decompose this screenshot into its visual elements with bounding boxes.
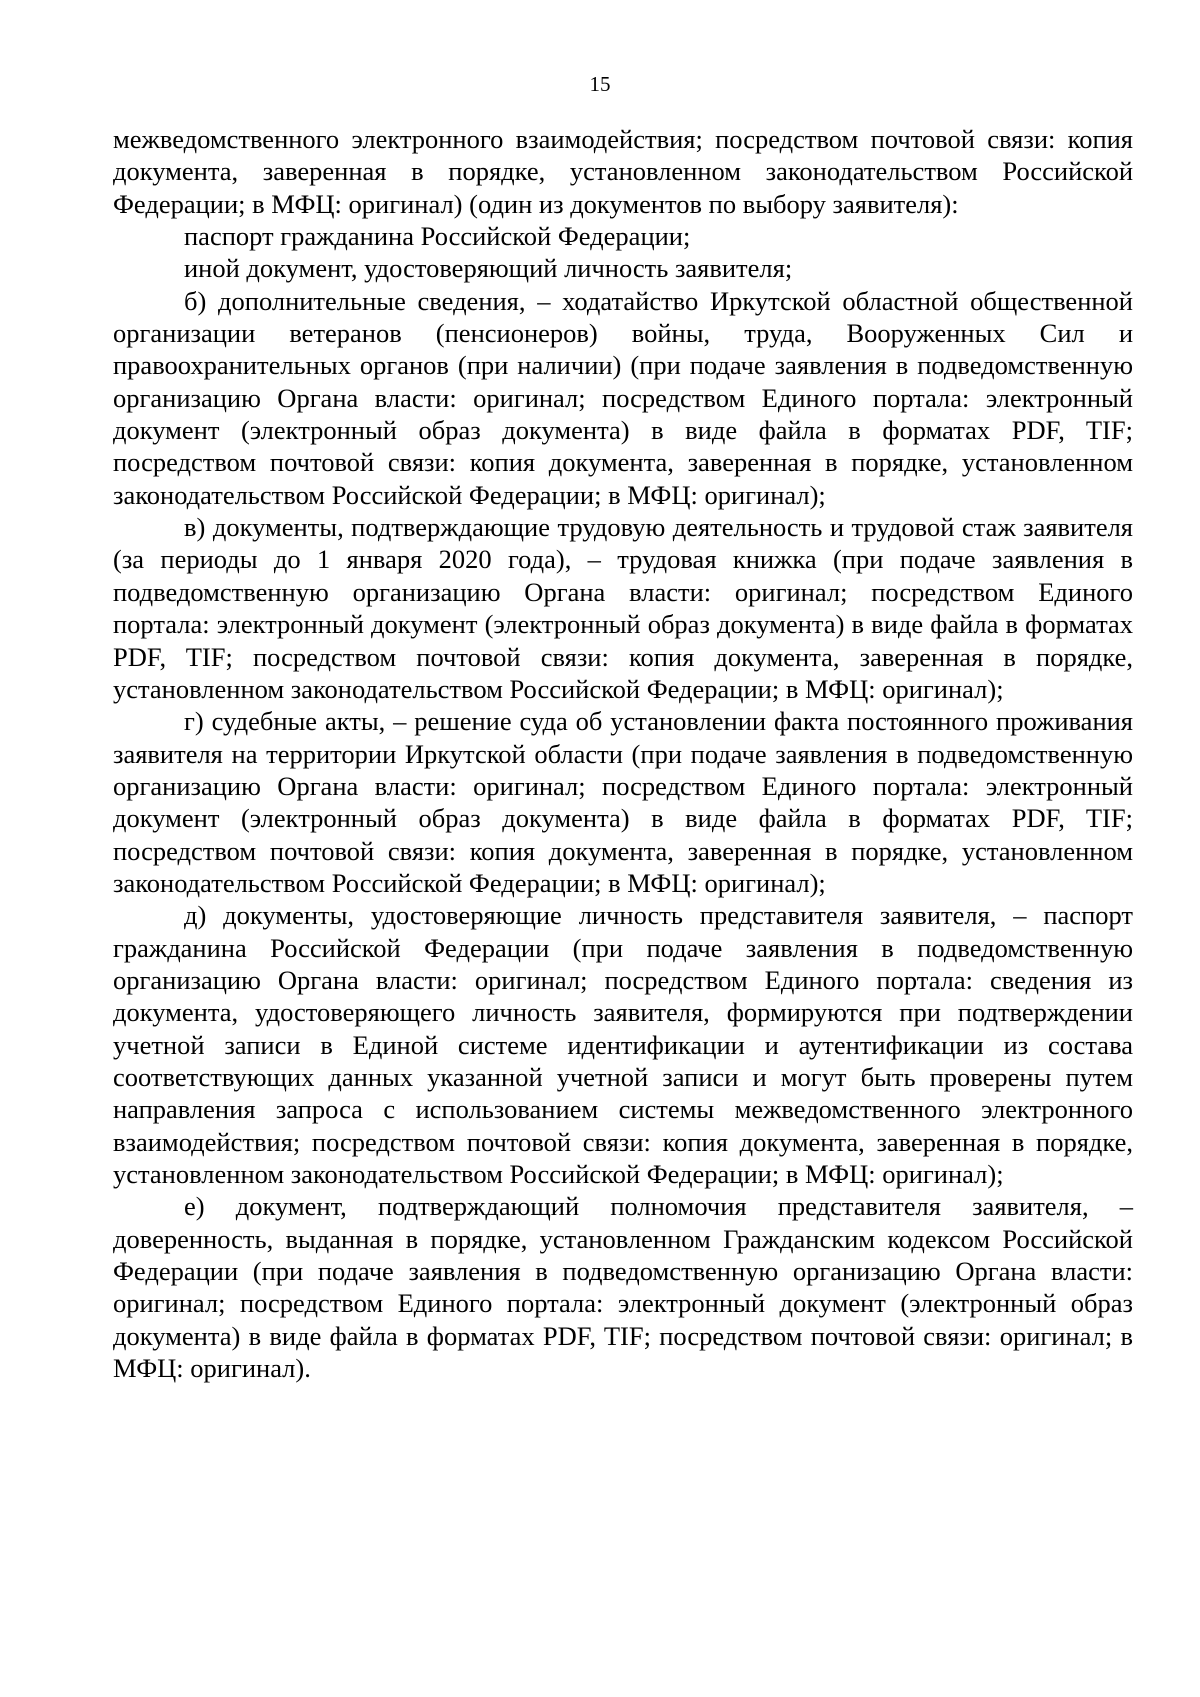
paragraph-item-e: е) документ, подтверждающий полномочия представителя заявителя, – доверенность, выданная в порядке, установленном Гражданским кодексом Российской Федерации (при подаче заявления в подведомственную организацию Органа власти: оригинал; посредством Единого портала: электронный документ (электронный образ документа) в виде файла в форматах PDF, TIF; посредством почтовой связи: оригинал; в МФЦ: оригинал). — [113, 1191, 1133, 1384]
page-number: 15 — [589, 72, 611, 96]
paragraph-item-g: г) судебные акты, – решение суда об установлении факта постоянного проживания заявителя на территории Иркутской области (при подаче заявления в подведомственную организацию Органа власти: оригинал; посредством Единого портала: электронный документ (электронный образ документа) в виде файла в форматах PDF, TIF; посредством почтовой связи: копия документа, заверенная в порядке, установленном законодательством Российской Федерации; в МФЦ: оригинал); — [113, 706, 1133, 898]
paragraph-item-v: в) документы, подтверждающие трудовую деятельность и трудовой стаж заявителя (за периоды до 1 января 2020 года), – трудовая книжка (при подаче заявления в подведомственную организацию Органа власти: оригинал; посредством Единого портала: электронный документ (электронный образ документа) в виде файла в форматах PDF, TIF; посредством почтовой связи: копия документа, заверенная в порядке, установленном законодательством Российской Федерации; в МФЦ: оригинал); — [113, 512, 1133, 704]
paragraph-item-d: д) документы, удостоверяющие личность представителя заявителя, – паспорт гражданина Российской Федерации (при подаче заявления в подведомственную организацию Органа власти: оригинал; посредством Единого портала: сведения из документа, удостоверяющего личность заявителя, формируются при подтверждении учетной записи в Единой системе идентификации и аутентификации из состава соответствующих данных указанной учетной записи и могут быть проверены путем направления запроса с использованием системы межведомственного электронного взаимодействия; посредством почтовой связи: копия документа, заверенная в порядке, установленном законодательством Российской Федерации; в МФЦ: оригинал); — [113, 900, 1133, 1189]
paragraph-passport: паспорт гражданина Российской Федерации; — [184, 221, 691, 252]
document-body — [113, 123, 1133, 1384]
paragraph-other-id: иной документ, удостоверяющий личность заявителя; — [184, 253, 793, 284]
paragraph-item-b: б) дополнительные сведения, – ходатайство Иркутской областной общественной организации ветеранов (пенсионеров) войны, труда, Вооруженных Сил и правоохранительных органов (при наличии) (при подаче заявления в подведомственную организацию Органа власти: оригинал; посредством Единого портала: электронный документ (электронный образ документа) в виде файла в форматах PDF, TIF; посредством почтовой связи: копия документа, заверенная в порядке, установленном законодательством Российской Федерации; в МФЦ: оригинал); — [113, 285, 1133, 510]
paragraph-continuation: межведомственного электронного взаимодействия; посредством почтовой связи: копия документа, заверенная в порядке, установленном законодательством Российской Федерации; в МФЦ: оригинал) (один из документов по выбору заявителя): — [113, 124, 1133, 219]
